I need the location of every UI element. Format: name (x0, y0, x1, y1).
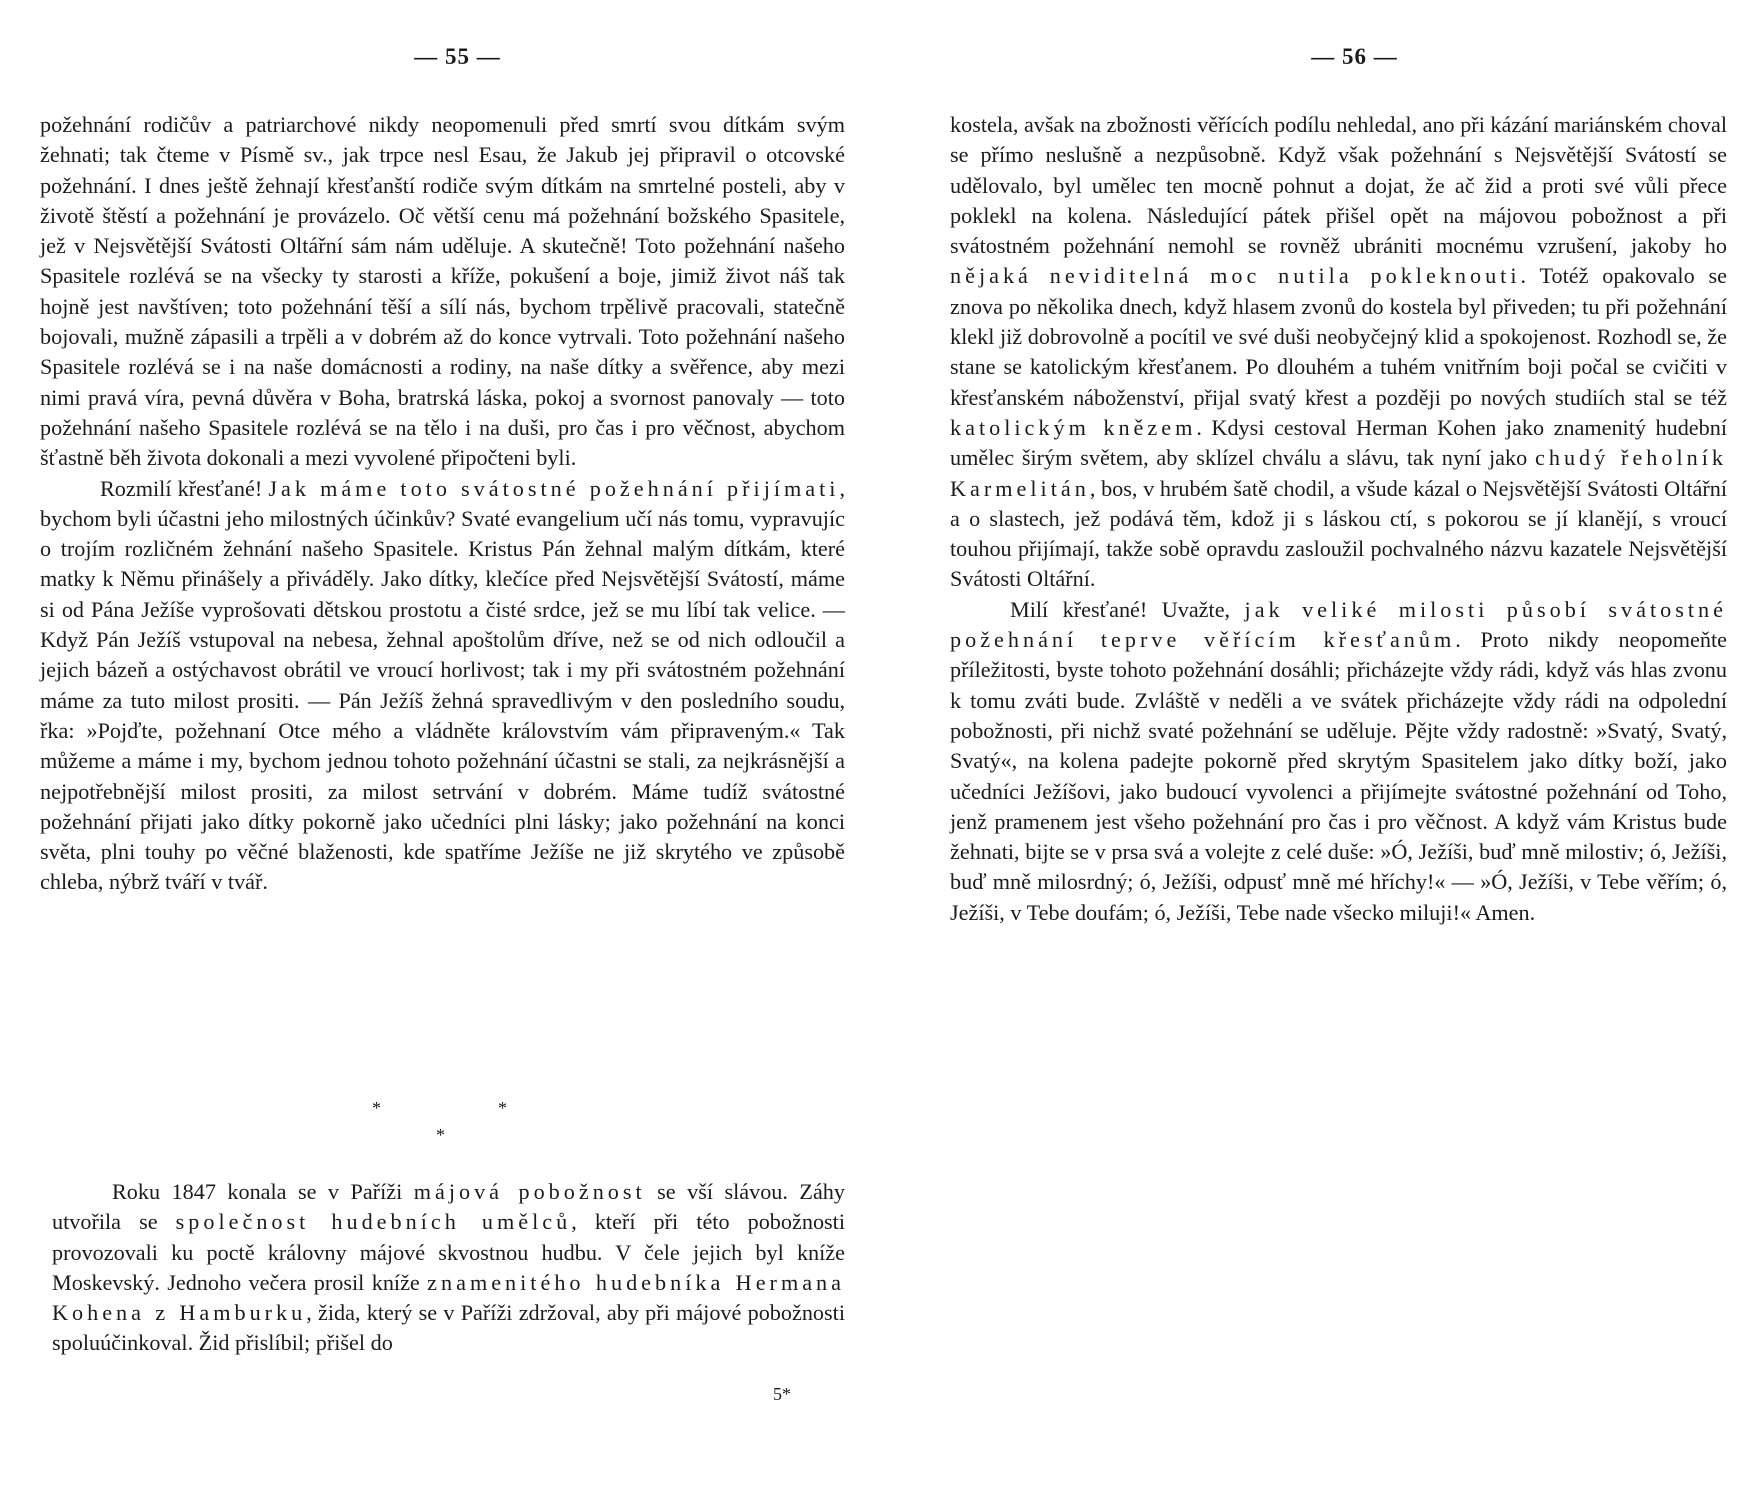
asterisk: * (436, 1125, 445, 1145)
text-run: , bychom byli účastni jeho milostných účinkův? Svaté evangelium učí nás tomu, vypravujíc o trojím rozličném žehnání našeho Spasitele. Kristus Pán žehnal malým dítkám, které matky k Němu přinášely a přiváděly. Jako dítky, klečíce před Nejsvětější Svátostí, máme si od Pána Ježíše vyprošovati dětskou prostotu a čisté srdce, jež se mu líbí tak velice. — Když Pán Ježíš vstupoval na nebesa, žehnal apoštolům dříve, než se od nich odloučil a jejich bázeň a ostýchavost obrátil ve vroucí horlivost; tak i my při svátostném požehnání máme za tuto milost prositi. — Pán Ježíš žehná spravedlivým v den posledního soudu, řka: »Pojďte, požehnaní Otce mého a vládněte královstvím vám připraveným.« Tak můžeme a máme i my, bychom jednou tohoto požehnání účastni se stali, za nejkrásnější a nejpotřebnější milost prositi, za milost setrvání v dobrém. Máme tudíž svátostné požehnání přijati jako dítky pokorně jako učedníci plni lásky; jako požehnání na konci světa, plni touhy po věčné blaženosti, kde spatříme Ježíše ne již skrytého ve způsobě chleba, nýbrž tváří v tvář. (40, 475, 846, 895)
page-body (40, 110, 845, 898)
text-run: Roku 1847 konala se v Paříži (112, 1179, 414, 1204)
paragraph (40, 474, 845, 898)
spaced-emphasis: společnost hudebních umělců (175, 1209, 572, 1235)
text-run: . Totéž opakovalo se znova po několika dnech, když hlasem zvonů do kostela byl přiveden; tu při požehnání klekl již dobrovolně a pocítil ve své duši neobyčejný klid a spokojenost. Rozhodl se, že stane se katolickým křesťanem. Po dlouhém a tuhém vnitřním boji počal se cvičiti v křesťanském náboženství, přijal svatý křest a později po nových studiích stal se též (950, 263, 1728, 410)
paragraph: požehnání rodičův a patriarchové nikdy neopomenuli před smrtí svou dítkám svým žehnati; tak čteme v Písmě sv., jak trpce nesl Esau, že Jakub jej připravil o otcovské požehnání. I dnes ještě žehnají křesťanští rodiče svým dítkám na smrtelné posteli, aby v životě štěstí a požehnání je provázelo. Oč větší cenu má požehnání božského Spasitele, jež v Nejsvětější Svátosti Oltářní sám nám uděluje. A skutečně! Toto požehnání našeho Spasitele rozlévá se na všecky ty starosti a kříže, pokušení a boje, jimiž život náš tak hojně jest navštíven; toto požehnání těší a sílí nás, bychom trpělivě pracovali, statečně bojovali, mužně zápasili a trpěli a v dobrém až do konce vytrvali. Toto požehnání našeho Spasitele rozlévá se i na naše domácnosti a rodiny, na naše dítky a svěřence, aby mezi nimi pravá víra, pevná důvěra v Boha, bratrská láska, pokoj a svornost panovaly — toto požehnání našeho Spasitele rozlévá se na tělo i na duši, pro čas i pro věčnost, abychom šťastně běh života dokonali a mezi vyvolené připočteni byli. (40, 112, 845, 471)
text-run: . Kdysi cestoval Herman Kohen jako znamenitý hudební umělec širým světem, aby sklízel chválu a slávu, tak nyní jako (950, 414, 1727, 471)
asterisk: * (372, 1098, 381, 1118)
spaced-emphasis: májová pobožnost (413, 1179, 646, 1204)
spaced-emphasis: jak veliké milosti působí svátostné požehnání teprve věřícím křesťanům (950, 596, 1727, 653)
text-run: , žida, který se v Paříži zdržoval, aby při májové pobožnosti spoluúčinkoval. Žid přislíbil; přišel do (52, 1300, 845, 1356)
paragraph (52, 1177, 845, 1359)
page-number: — 55 — (414, 44, 501, 69)
text-run: kostela, avšak na zbožnosti věřících podílu nehledal, ano při kázání mariánském choval se přímo neslušně a nezpůsobně. Když však požehnání s Nejsvětější Svátostí se udělovalo, byl umělec ten mocně pohnut a dojat, že ač žid a proti své vůli přece poklekl na kolena. Následující pátek přišel opět na májovou pobožnost a při svátostném požehnání nemohl se rovněž ubrániti mocnému vzrušení, jakoby ho (950, 112, 1727, 259)
spaced-emphasis: znamenitého hudebníka Hermana Kohena z Hamburku (52, 1269, 845, 1326)
paragraph (950, 110, 1727, 595)
text-run: , kteří při této pobožnosti provozovali ku poctě královny májové skvostnou hudbu. V čele jejich byl kníže Moskevský. Jednoho večera prosil kníže (52, 1209, 845, 1295)
paragraph (950, 595, 1727, 928)
right-page (950, 0, 1727, 1500)
section-divider (40, 1098, 845, 1148)
spaced-emphasis: chudý řeholník Karmelitán (950, 445, 1727, 501)
spaced-emphasis: katolickým knězem (950, 414, 1197, 440)
text-run: . Proto nikdy neopomeňte příležitosti, byste tohoto požehnání dosáhli; přicházejte vždy rádi, když vás hlas zvonu k tomu zváti bude. Zvláště v neděli a ve svátek přicházejte vždy rádi na odpolední pobožnosti, při nichž svaté požehnání se uděluje. Pějte vždy radostně: »Svatý, Svatý, Svatý«, na kolena padejte pokorně před skrytým Spasitelem jako dítky boží, jako učedníci Ježíšovi, jako budoucí vyvolenci a přijímejte svátostné požehnání od Toho, jenž pramenem jest všeho požehnání pro čas i pro věčnost. A když vám Kristus bude žehnati, bijte se v prsa svá a volejte z celé duše: »Ó, Ježíši, buď mně milostiv; ó, Ježíši, buď mně milosrdný; ó, Ježíši, odpusť mně mé hříchy!« — »Ó, Ježíši, v Tebe věřím; ó, Ježíši, v Tebe doufám; ó, Ježíši, Tebe nade všecko miluji!« Amen. (950, 627, 1727, 925)
left-page (40, 0, 845, 1500)
text-run: , bos, v hrubém šatě chodil, a všude kázal o Nejsvětější Svátosti Oltářní a o slastech, jež podává těm, kdož ji s láskou ctí, s pokorou se jí klanějí, s vroucí touhou přijímají, takže sobě opravdu zasloužil pochvalného názvu kazatele Nejsvětější Svátosti Oltářní. (950, 475, 1727, 592)
asterisk: * (498, 1098, 507, 1118)
page-number: — 56 — (1311, 44, 1398, 69)
page-body (950, 110, 1727, 928)
printer-signature: 5* (773, 1384, 791, 1404)
spaced-emphasis: nějaká neviditelná moc nutila pokleknouti (950, 263, 1521, 289)
spaced-emphasis: Jak máme toto svátostné požehnání přijímati (268, 475, 840, 501)
text-run: Milí křesťané! Uvažte, (1010, 596, 1245, 622)
page-body-continued (52, 1177, 845, 1359)
text-run: se vší slávou. Záhy utvořila se (52, 1179, 845, 1235)
text-run: Rozmilí křesťané! (100, 475, 269, 501)
